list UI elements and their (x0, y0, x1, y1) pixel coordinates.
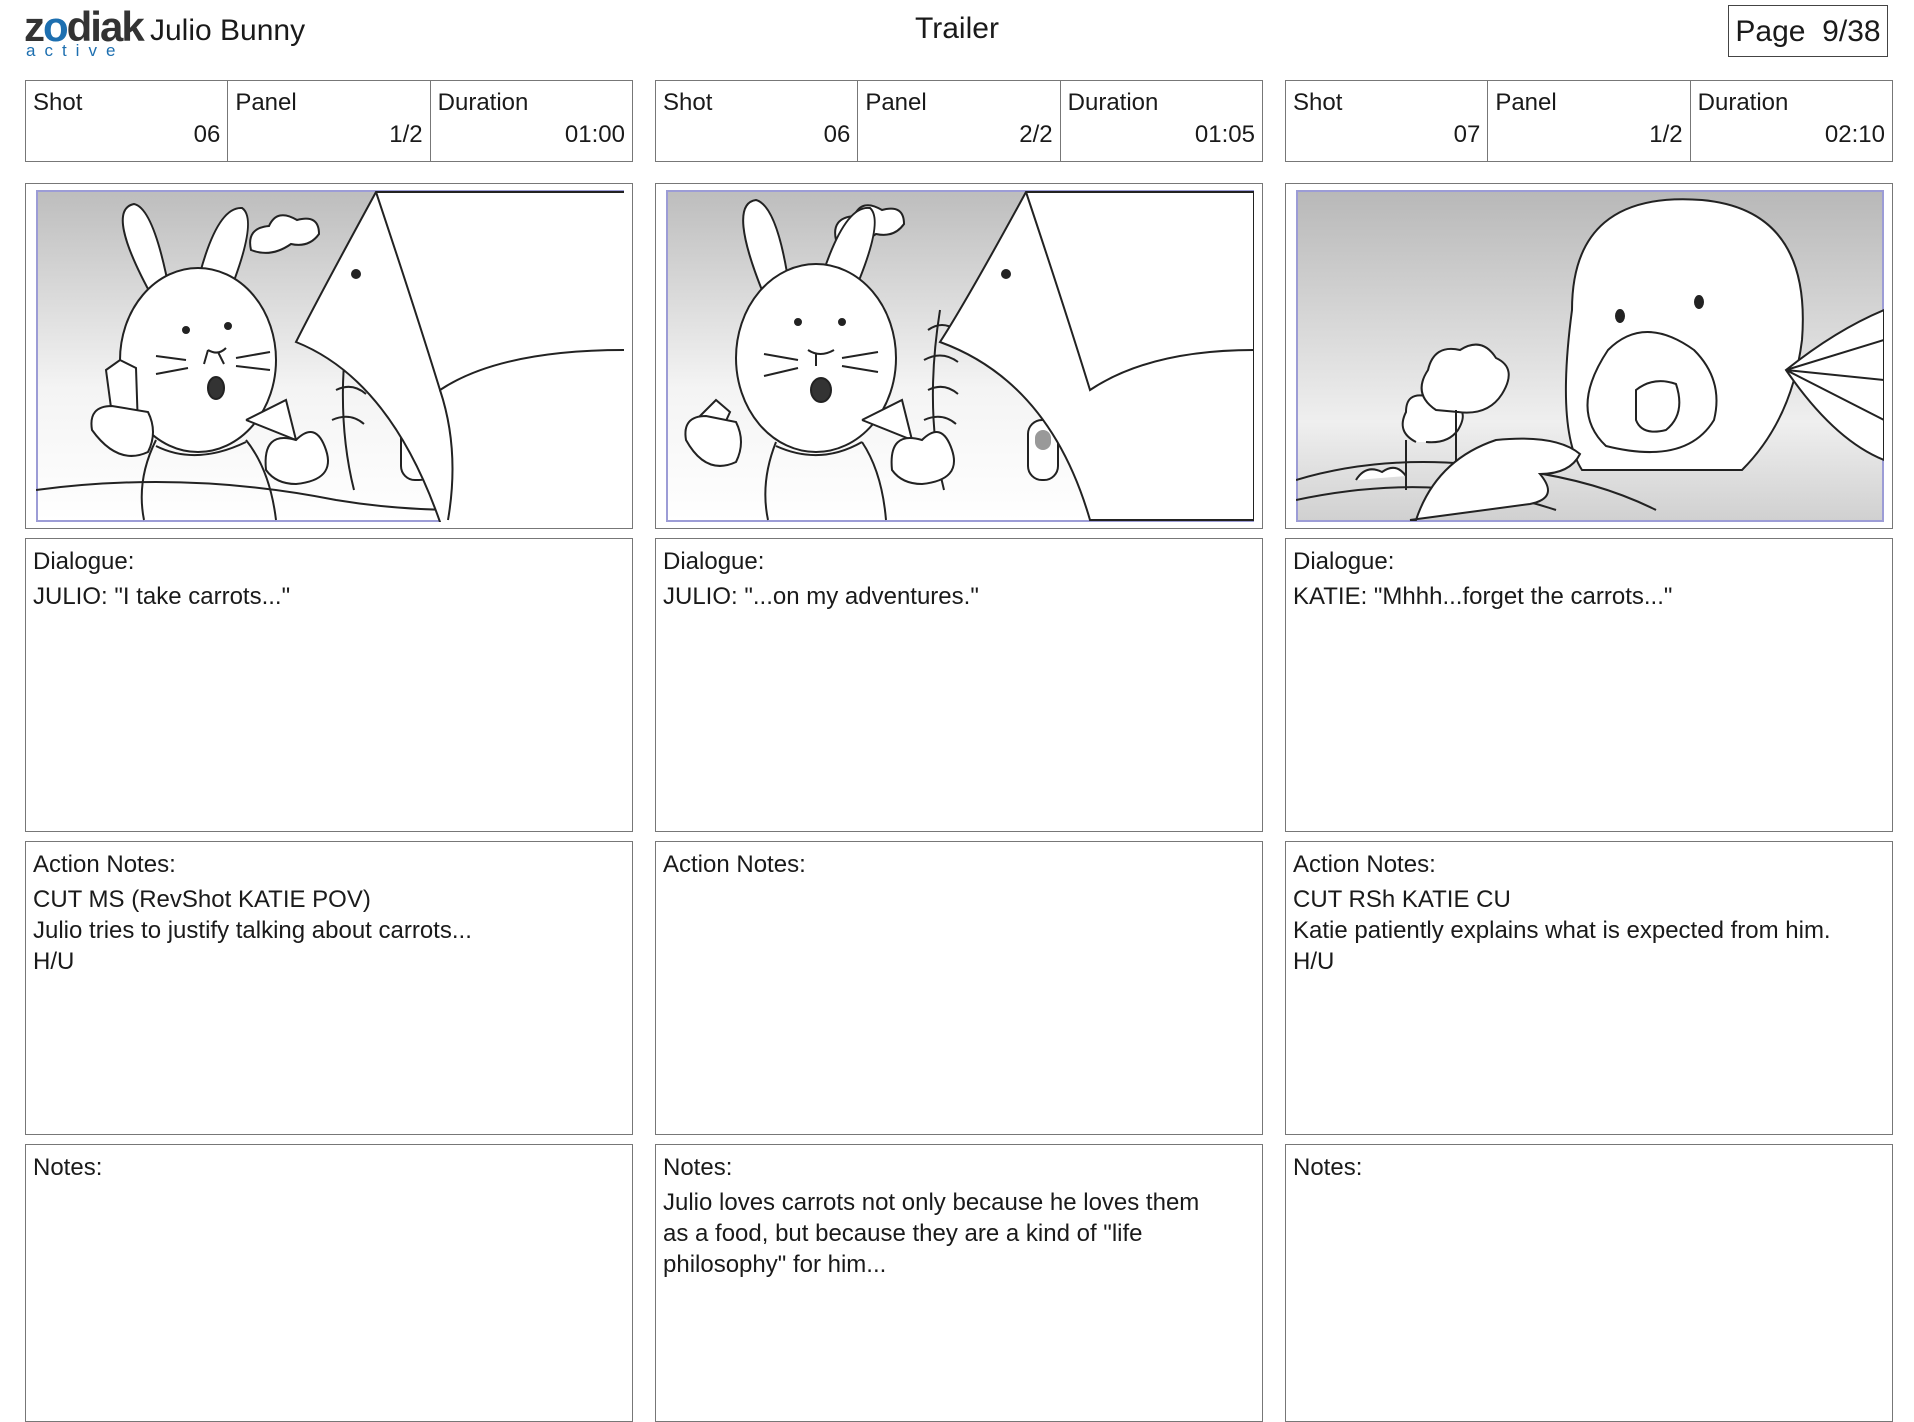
dialogue-text: KATIE: "Mhhh...forget the carrots..." (1293, 583, 1673, 610)
storyboard-panel-3 (1285, 80, 1893, 1422)
shot-info-table (25, 80, 633, 162)
sketch-julio-carrot (36, 190, 624, 522)
panel-value: 1/2 (1649, 121, 1683, 148)
logo-letter-z: z (24, 3, 43, 50)
panel-label: Panel (865, 89, 927, 116)
rabbit-mouth (811, 378, 831, 402)
dialogue-label: Dialogue: (33, 548, 135, 575)
duration-value: 02:10 (1824, 121, 1885, 148)
notes-label: Notes: (33, 1154, 103, 1181)
rabbit-hand-open (266, 432, 328, 484)
dialogue-text: JULIO: "I take carrots..." (33, 583, 291, 610)
logo-subtitle: active (26, 41, 125, 60)
storyboard-panel-2 (655, 80, 1263, 1422)
panel-image-frame (1285, 183, 1893, 529)
duration-label: Duration (1067, 89, 1159, 116)
shot-cell (1286, 81, 1488, 161)
rabbit-eye-left (795, 319, 801, 325)
page-header (0, 0, 1914, 70)
katie-eye (352, 270, 360, 278)
shot-value: 07 (1453, 121, 1481, 148)
shot-value: 06 (193, 121, 221, 148)
duration-value: 01:05 (1194, 121, 1255, 148)
notes-box (25, 1144, 633, 1422)
dialogue-box (1285, 538, 1893, 832)
logo-letters-diak: diak (66, 3, 143, 50)
shot-info-table (655, 80, 1263, 162)
katie-eye-left (1616, 310, 1624, 322)
shot-cell (656, 81, 858, 161)
project-title: Julio Bunny (150, 14, 306, 47)
notes-text: Julio loves carrots not only because he loves them as a food, but because they are a kind of "life philosophy" for him... (663, 1189, 1200, 1278)
page-number: 9/38 (1822, 15, 1881, 48)
shot-info-table (1285, 80, 1893, 162)
katie-eye (1002, 270, 1010, 278)
panel-cell (1488, 81, 1690, 161)
shot-label: Shot (1293, 89, 1343, 116)
shot-label: Shot (33, 89, 83, 116)
shot-value: 06 (823, 121, 851, 148)
shot-label: Shot (663, 89, 713, 116)
katie-eye-right (1695, 296, 1703, 308)
notes-label: Notes: (1293, 1154, 1363, 1181)
sequence-title: Trailer (915, 12, 999, 45)
notes-box (655, 1144, 1263, 1422)
dialogue-label: Dialogue: (1293, 548, 1395, 575)
dialogue-box (655, 538, 1263, 832)
rabbit-eye-right (225, 323, 231, 329)
window-pane (1035, 430, 1051, 450)
rabbit-eye-right (839, 319, 845, 325)
action-notes-box (25, 841, 633, 1135)
panel-value: 1/2 (389, 121, 423, 148)
logo-letter-o: o (43, 3, 67, 50)
duration-label: Duration (437, 89, 529, 116)
action-notes-box (1285, 841, 1893, 1135)
duration-label: Duration (1697, 89, 1789, 116)
action-notes-label: Action Notes: (663, 851, 806, 878)
duration-cell (1061, 81, 1262, 161)
duration-cell (1691, 81, 1892, 161)
action-notes-text: CUT RSh KATIE CU Katie patiently explains what is expected from him. H/U (1293, 886, 1831, 975)
action-notes-box (655, 841, 1263, 1135)
action-notes-label: Action Notes: (1293, 851, 1436, 878)
panel-cell (858, 81, 1060, 161)
storyboard-panel-1 (25, 80, 633, 1422)
katie-open-mouth (1636, 381, 1679, 432)
rabbit-eye-left (183, 327, 189, 333)
dialogue-text: JULIO: "...on my adventures." (663, 583, 979, 610)
rabbit-hand-open (892, 432, 954, 484)
duration-cell (431, 81, 632, 161)
rabbit-mouth (208, 377, 224, 399)
panel-cell (228, 81, 430, 161)
duration-value: 01:00 (564, 121, 625, 148)
dialogue-box (25, 538, 633, 832)
page-indicator (1728, 5, 1888, 57)
panel-image-frame (25, 183, 633, 529)
action-notes-label: Action Notes: (33, 851, 176, 878)
notes-box (1285, 1144, 1893, 1422)
panel-value: 2/2 (1019, 121, 1053, 148)
notes-label: Notes: (663, 1154, 733, 1181)
panel-label: Panel (1495, 89, 1557, 116)
action-notes-text: CUT MS (RevShot KATIE POV) Julio tries to justify talking about carrots... H/U (33, 886, 472, 975)
dialogue-label: Dialogue: (663, 548, 765, 575)
page-label: Page (1735, 15, 1806, 48)
panel-image-frame (655, 183, 1263, 529)
sketch-katie-closeup (1296, 190, 1884, 522)
shot-cell (26, 81, 228, 161)
panel-label: Panel (235, 89, 297, 116)
sketch-julio-talking (666, 190, 1254, 522)
